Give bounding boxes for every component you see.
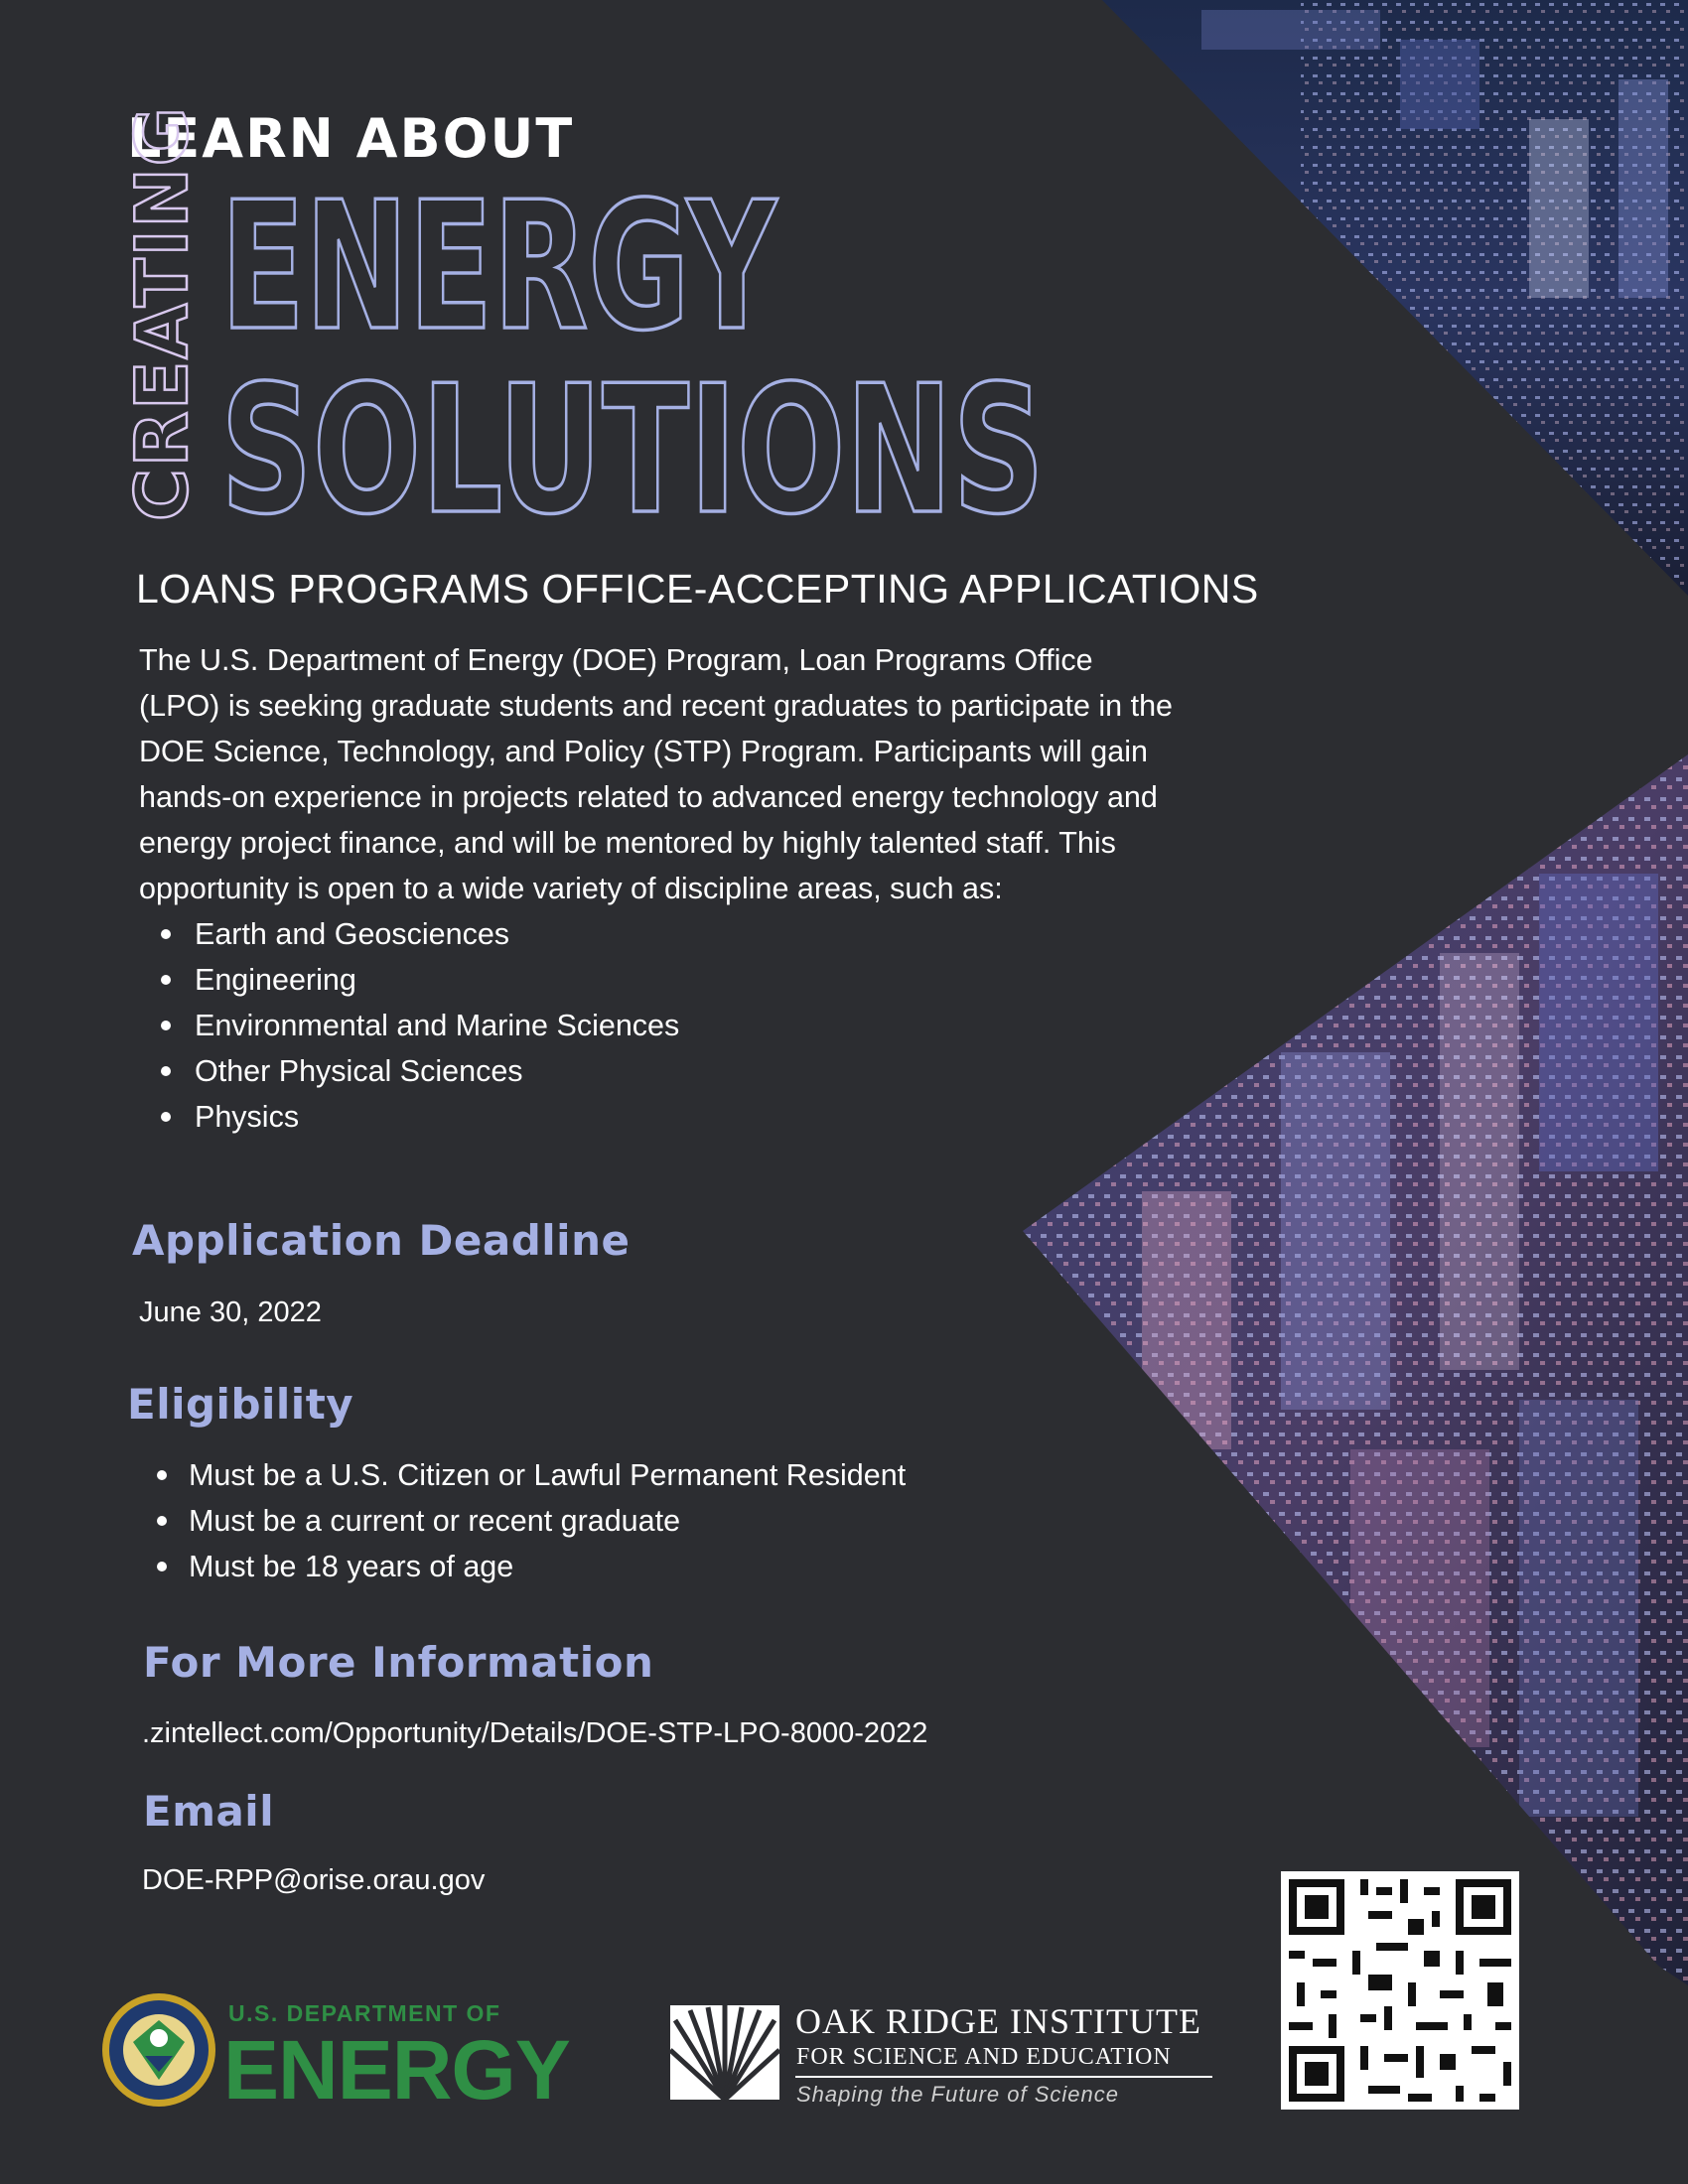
list-item: Must be a U.S. Citizen or Lawful Permanent Resident bbox=[135, 1452, 906, 1498]
deadline-heading: Application Deadline bbox=[132, 1216, 631, 1265]
doe-logo bbox=[99, 1990, 576, 2116]
list-item: Environmental and Marine Sciences bbox=[139, 1003, 1182, 1048]
list-item: Earth and Geosciences bbox=[139, 911, 1182, 957]
creating-vertical-text bbox=[120, 105, 205, 526]
intro-section bbox=[139, 637, 1182, 1140]
orise-sunburst-icon bbox=[670, 2005, 779, 2100]
orise-logo bbox=[670, 2000, 1226, 2110]
intro-paragraph: The U.S. Department of Energy (DOE) Program, Loan Programs Office (LPO) is seeking graduate students and recent graduates to participate in the DOE Science, Technology, and Policy (STP) Program. Participants will gain hands-on experience in projects related to advanced energy technology and energy project finance, and will be mentored by highly talented staff. This opportunity is open to a wide variety of discipline areas, such as: bbox=[139, 643, 1174, 905]
creating-word: CREATING bbox=[120, 105, 204, 521]
orise-tagline: Shaping the Future of Science bbox=[796, 2082, 1119, 2107]
deadline-value: June 30, 2022 bbox=[139, 1297, 322, 1328]
qr-code-icon[interactable] bbox=[1281, 1871, 1519, 2110]
more-info-heading: For More Information bbox=[143, 1638, 654, 1687]
email-heading: Email bbox=[143, 1787, 275, 1836]
list-item: Engineering bbox=[139, 957, 1182, 1003]
title-line-1: ENERGY bbox=[220, 164, 778, 369]
title-line-2: SOLUTIONS bbox=[220, 347, 1045, 553]
orise-divider bbox=[795, 2076, 1212, 2078]
list-item: Physics bbox=[139, 1094, 1182, 1140]
orise-name: OAK RIDGE INSTITUTE bbox=[795, 2001, 1201, 2041]
discipline-list bbox=[139, 911, 1182, 1140]
doe-small-text: U.S. DEPARTMENT OF bbox=[228, 2000, 501, 2026]
list-item: Other Physical Sciences bbox=[139, 1048, 1182, 1094]
doe-seal-icon bbox=[99, 1990, 218, 2110]
city-image-top bbox=[1102, 0, 1688, 596]
main-title bbox=[218, 164, 1053, 553]
list-item: Must be a current or recent graduate bbox=[135, 1498, 906, 1544]
orise-subname: FOR SCIENCE AND EDUCATION bbox=[796, 2044, 1172, 2070]
list-item: Must be 18 years of age bbox=[135, 1544, 906, 1589]
more-info-link[interactable]: .zintellect.com/Opportunity/Details/DOE-STP-LPO-8000-2022 bbox=[142, 1717, 928, 1749]
eligibility-list bbox=[135, 1452, 906, 1589]
kicker-heading: LEARN ABOUT bbox=[127, 107, 575, 170]
email-link[interactable]: DOE-RPP@orise.orau.gov bbox=[142, 1864, 486, 1896]
subtitle: LOANS PROGRAMS OFFICE-ACCEPTING APPLICATIONS bbox=[136, 566, 1259, 612]
eligibility-heading: Eligibility bbox=[127, 1380, 354, 1429]
doe-big-text: ENERGY bbox=[223, 2023, 570, 2116]
